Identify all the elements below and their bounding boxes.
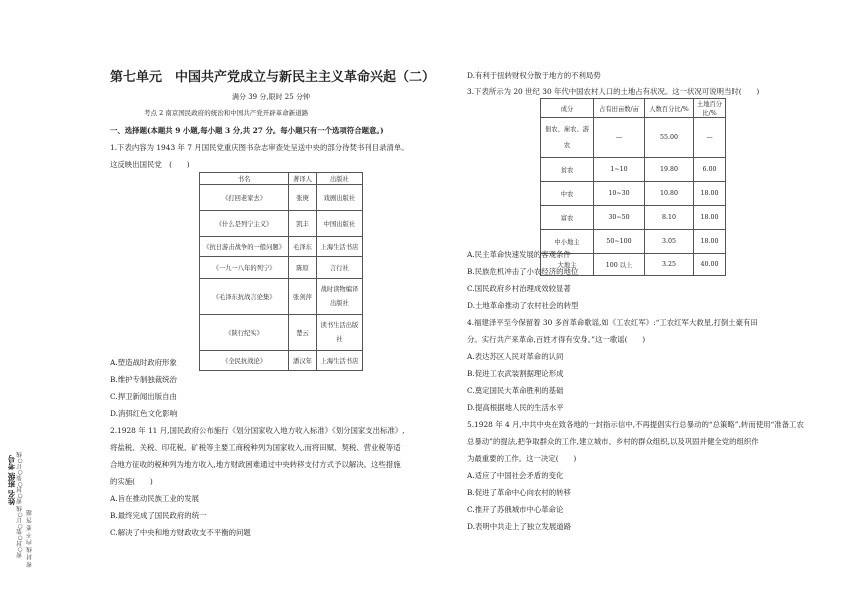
q2-option-d: D.有利于扭转财权分散于地方的不利局势 (467, 71, 601, 80)
table-row (200, 351, 363, 371)
table-cell: 《打回老家去》 (200, 185, 289, 211)
table-row (200, 211, 363, 237)
table-cell: 100 以上 (594, 254, 645, 276)
table-cell: 楚云 (289, 315, 317, 351)
q1-option-d: D.消弭红色文化影响 (110, 409, 178, 418)
table-cell: 张庚 (289, 185, 317, 211)
table-cell: 8.10 (645, 206, 694, 230)
q3-option-a: A.民主革命快速发展的客观条件 (467, 250, 571, 259)
table-cell: 《毛泽东抗战言论集》 (200, 279, 289, 315)
table-cell: 《什么是列宁主义》 (200, 211, 289, 237)
q3-th-landpct: 土地百分比/% (694, 99, 726, 118)
table-cell: 10.80 (645, 182, 694, 206)
q5-option-b: B.促进了革命中心向农村的转移 (467, 488, 571, 497)
q2-stem-1: 2.1928 年 11 月,国民政府公布施行《划分国家收入地方收入标准》《划分国家支出标准》, (110, 426, 405, 435)
table-cell: 张剑萍 (289, 279, 317, 315)
q2-option-a: A.旨在推动民族工业的发展 (110, 494, 199, 503)
table-cell: 中国出版社 (316, 211, 362, 237)
q2-stem-2: 将盐税、关税、印花税、矿税等主要工商税种列为国家收入,而将田赋、契税、营业税等适 (110, 443, 401, 452)
q3-stem: 3.下表所示为 20 世纪 30 年代中国农村人口的土地占有状况。这一状况可说明当时( ) (467, 87, 760, 96)
table-cell: 19.80 (645, 158, 694, 182)
q4-stem-1: 4.福建泽平至今保留着 30 多首革命歌谣,如《工农红军》:“工农红军大救星,打倒土豪有田 (467, 318, 758, 327)
table-cell: 大地主 (541, 254, 594, 276)
table-row (541, 182, 726, 206)
table-cell: — (694, 118, 726, 158)
q5-option-a: A.适应了中国社会矛盾的变化 (467, 471, 564, 480)
table-row (200, 257, 363, 279)
table-cell: 18.00 (694, 230, 726, 254)
table-cell: 30~50 (594, 206, 645, 230)
table-cell: 《抗日游击战争的一般问题》 (200, 237, 289, 257)
table-cell: 6.00 (694, 158, 726, 182)
section-heading: 一、选择题(本题共 9 小题,每小题 3 分,共 27 分。每小题只有一个选项符合题意。) (110, 126, 384, 135)
margin-seal-line: 密○封○装○订○线 密○封○装○订○线 (17, 452, 23, 558)
q4-option-c: C.奠定国民大革命胜利的基础 (467, 386, 564, 395)
table-cell: 潘汉年 (289, 351, 317, 371)
q1-stem-2: 这反映出国民党 ( ) (110, 160, 190, 169)
table-cell: 40.00 (694, 254, 726, 276)
margin-do-not-answer: 密 封 线 内 不 要 答 题 (27, 510, 33, 568)
q5-stem-2: 总暴动”的提法,把争取群众的工作,建立城市、乡村的群众组织,以及巩固并健全党的组织作 (467, 437, 759, 446)
q3-th-class: 成分 (541, 99, 594, 118)
table-cell: 中小地主 (541, 230, 594, 254)
table-row (541, 206, 726, 230)
q2-option-b: B.最终完成了国民政府的统一 (110, 511, 207, 520)
table-cell: 3.25 (645, 254, 694, 276)
table-row (200, 279, 363, 315)
table-cell: — (594, 118, 645, 158)
page-title: 第七单元 中国共产党成立与新民主主义革命兴起（二） (110, 70, 436, 85)
q5-option-c: C.推开了苏俄城市中心革命论 (467, 505, 564, 514)
table-cell: 18.00 (694, 182, 726, 206)
table-cell: 陈原 (289, 257, 317, 279)
table-cell: 富农 (541, 206, 594, 230)
table-cell: 读书生活出版社 (316, 315, 362, 351)
q3-th-people: 人数百分比/% (645, 99, 694, 118)
table-cell: 55.00 (645, 118, 694, 158)
q2-stem-3: 合地方征收的税种列为地方收入,地方财政困难通过中央转移支付方式予以解决。这些措施 (110, 460, 401, 469)
table-cell: 上海生活书店 (316, 237, 362, 257)
q1-th-book: 书名 (200, 173, 289, 185)
table-cell: 3.05 (645, 230, 694, 254)
table-cell: 贫农 (541, 158, 594, 182)
table-cell: 10~30 (594, 182, 645, 206)
q4-option-b: B.促进工农武装割据理论形成 (467, 369, 564, 378)
q4-option-a: A.表达苏区人民对革命的认同 (467, 352, 564, 361)
q3-option-d: D.土地革命推动了农村社会的转型 (467, 301, 579, 310)
table-cell: 凯丰 (289, 211, 317, 237)
table-row (200, 185, 363, 211)
table-cell: 言行社 (316, 257, 362, 279)
table-cell: 中农 (541, 182, 594, 206)
q3-option-c: C.国民政府乡村治理成效较显著 (467, 284, 571, 293)
table-cell: 50~100 (594, 230, 645, 254)
table-cell: 战时读物编译出版社 (316, 279, 362, 315)
q1-option-a: A.塑造战时政府形象 (110, 358, 177, 367)
table-row (541, 118, 726, 158)
topic-line: 考点 2 南京国民政府的统治和中国共产党开辟革命新道路 (144, 109, 309, 117)
q1-table (199, 172, 363, 371)
table-cell: 戏剧出版社 (316, 185, 362, 211)
q2-option-c: C.解决了中央和地方财政收支不平衡的问题 (110, 528, 251, 537)
score-time: 满分 39 分,限时 25 分钟 (232, 93, 310, 101)
q5-option-d: D.表明中共走上了独立发展道路 (467, 522, 572, 531)
table-cell: 1~10 (594, 158, 645, 182)
margin-name-class-id: 姓名 班级 考号 (7, 455, 16, 506)
table-cell: 佃农、雇农、游农 (541, 118, 594, 158)
table-cell: 《一九一八年的列宁》 (200, 257, 289, 279)
q5-stem-3: 为最重要的工作。这一决定( ) (467, 454, 577, 463)
q1-th-author: 著译人 (289, 173, 317, 185)
q1-option-c: C.捍卫新闻出版自由 (110, 392, 177, 401)
q1-th-publisher: 出版社 (316, 173, 362, 185)
q1-stem-1: 1.下表内容为 1943 年 7 月国民党重庆图书杂志审查处呈送中央的部分待焚书刊目录清单。 (110, 143, 409, 152)
q4-stem-2: 分。实行共产来革命,百姓才得有安身。”这一歌谣( ) (467, 335, 646, 344)
q3-th-land: 占有田亩数/亩 (594, 99, 645, 118)
q2-stem-4: 的实施( ) (110, 477, 153, 486)
q3-option-b: B.民族危机冲击了小农经济的地位 (467, 267, 579, 276)
q4-option-d: D.提高根据地人民的生活水平 (467, 403, 564, 412)
table-row (200, 237, 363, 257)
q1-option-b: B.维护专制独裁统治 (110, 375, 177, 384)
table-row (200, 315, 363, 351)
table-cell: 18.00 (694, 206, 726, 230)
table-row (541, 158, 726, 182)
table-cell: 《全民抗战论》 (200, 351, 289, 371)
table-cell: 《陕行纪实》 (200, 315, 289, 351)
q5-stem-1: 5.1928 年 4 月,中共中央在致各地的一封指示信中,不再提倡实行总暴动的“总策略”,转而使用“准备工农 (467, 420, 804, 429)
table-cell: 上海生活书店 (316, 351, 362, 371)
table-cell: 毛泽东 (289, 237, 317, 257)
